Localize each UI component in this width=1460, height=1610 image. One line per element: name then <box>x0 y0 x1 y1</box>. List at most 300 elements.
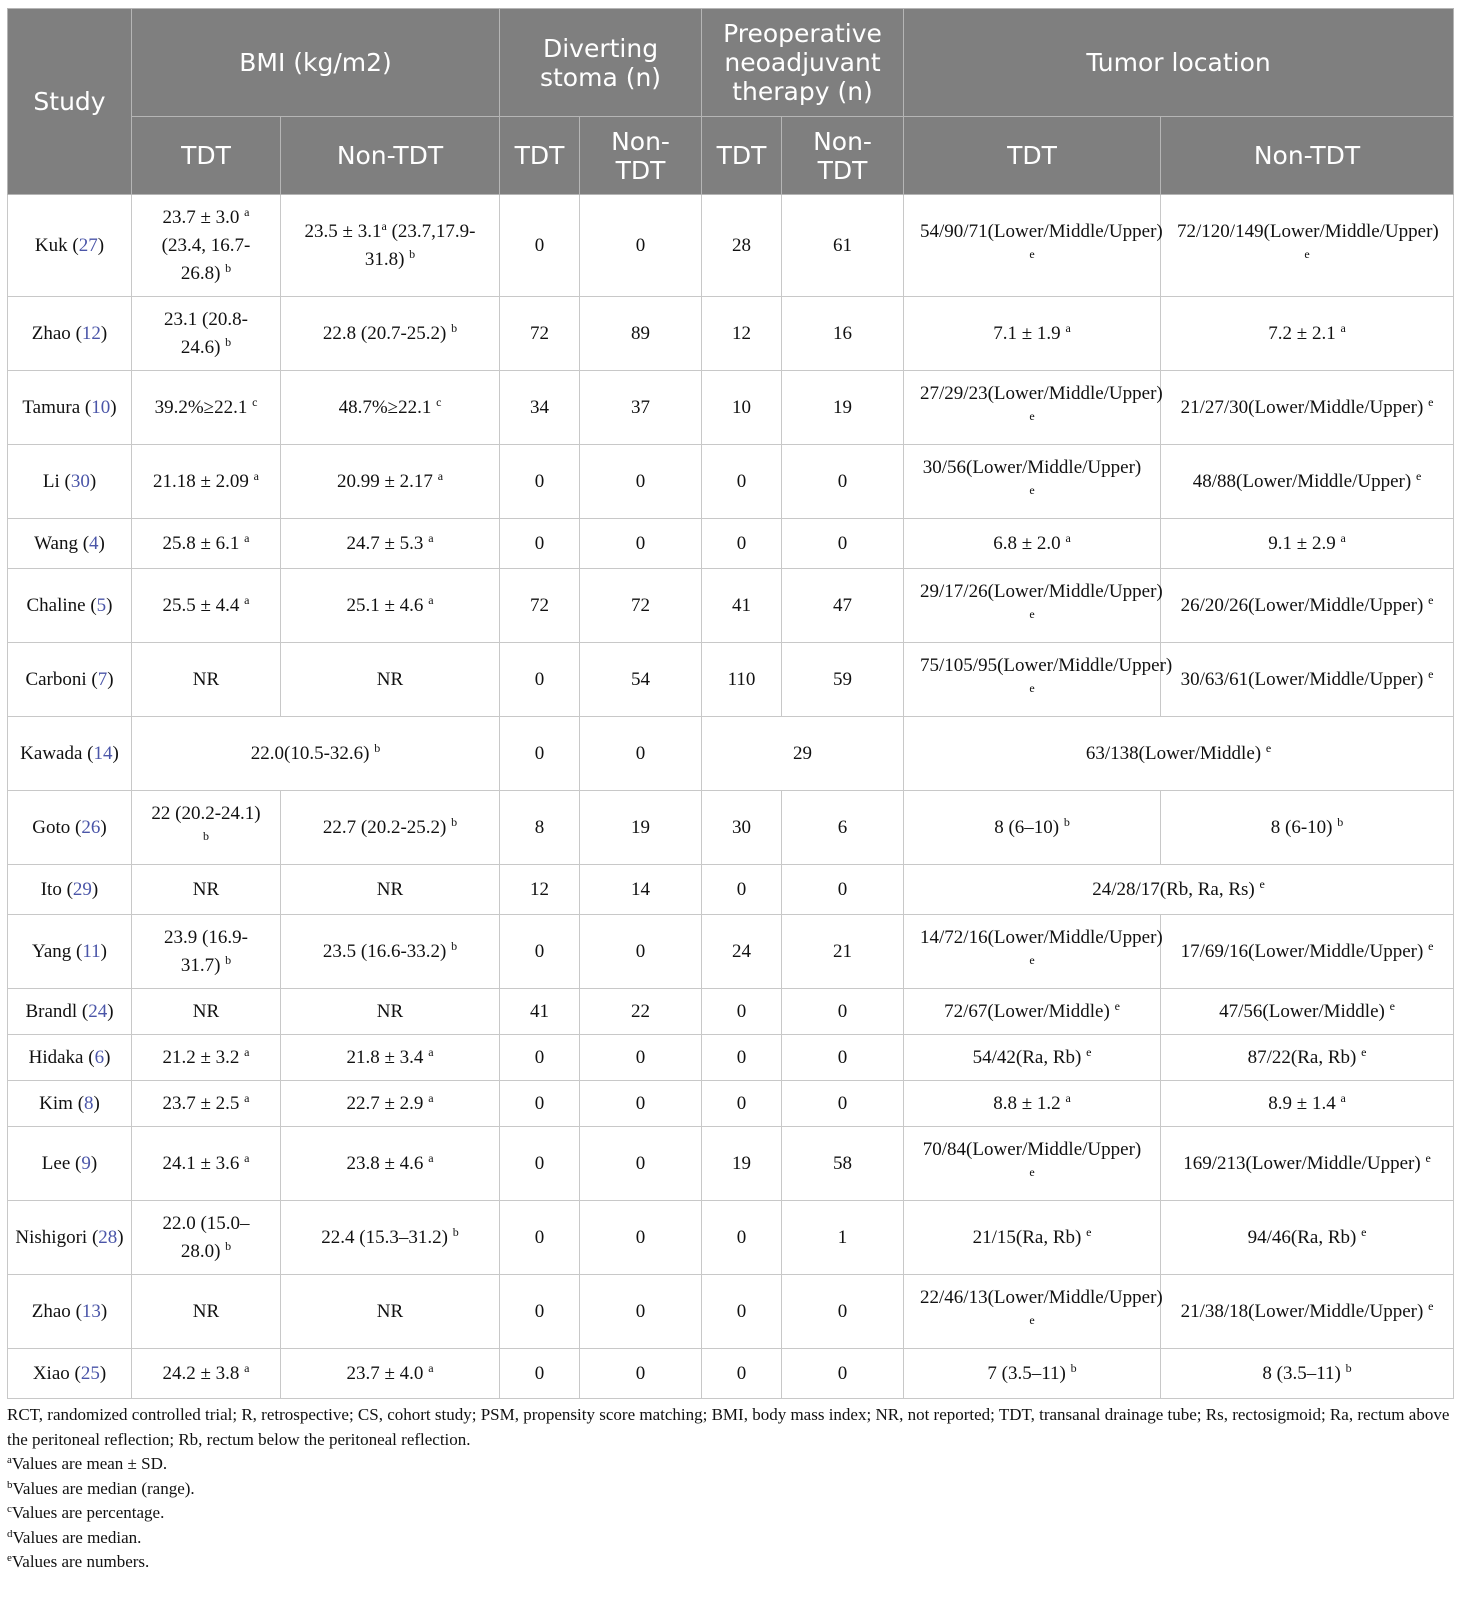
reference-link[interactable]: 13 <box>81 1300 101 1322</box>
table-body <box>8 195 1454 1399</box>
footnote-marker: e <box>1428 394 1434 409</box>
cell-value: 6.8 ± 2.0 <box>993 532 1066 554</box>
footnote-marker: b <box>225 260 232 275</box>
footnote-marker: e <box>1259 876 1265 891</box>
study-cell: Goto (26) <box>8 791 132 865</box>
data-cell <box>702 717 904 791</box>
footnote-marker: b <box>374 740 381 755</box>
reference-link[interactable]: 11 <box>82 940 101 962</box>
data-cell <box>1161 569 1454 643</box>
data-cell <box>904 915 1161 989</box>
data-cell <box>500 1127 580 1201</box>
cell-value: 17/69/16(Lower/Middle/Upper) <box>1180 940 1429 962</box>
cell-value: 7.1 ± 1.9 <box>993 322 1066 344</box>
table-row <box>8 915 1454 989</box>
footnote-marker: e <box>1086 1044 1092 1059</box>
study-name: Nishigori <box>15 1226 88 1248</box>
cell-value: 21.2 ± 3.2 <box>162 1046 245 1068</box>
cell-value: 0 <box>534 1152 545 1174</box>
cell-value: 0 <box>534 1226 545 1248</box>
cell-value: 19 <box>631 816 651 838</box>
cell-value: 0 <box>635 1046 646 1068</box>
cell-value: 14 <box>631 878 651 900</box>
cell-value: NR <box>192 878 220 900</box>
footnote-marker: b <box>452 1224 459 1239</box>
cell-value: 70/84(Lower/Middle/Upper) <box>922 1138 1142 1160</box>
footnote-marker: b <box>225 952 232 967</box>
cell-value: 0 <box>736 532 747 554</box>
footnote-marker: a <box>428 1044 434 1059</box>
data-cell <box>1161 371 1454 445</box>
table-row <box>8 371 1454 445</box>
data-cell <box>904 1035 1161 1081</box>
data-cell <box>281 1349 500 1399</box>
cell-value: 0 <box>534 940 545 962</box>
cell-value: 24.7 ± 5.3 <box>346 532 429 554</box>
cell-value: 22.8 (20.7-25.2) <box>322 322 452 344</box>
data-cell <box>500 1035 580 1081</box>
footnote-marker: e <box>1029 1312 1035 1327</box>
study-cell: Brandl (24) <box>8 989 132 1035</box>
cell-value: 24.1 ± 3.6 <box>162 1152 245 1174</box>
cell-value: NR <box>192 1000 220 1022</box>
cell-value: NR <box>376 878 404 900</box>
data-cell <box>281 1127 500 1201</box>
footnote-item <box>7 1452 1453 1477</box>
study-cell: Carboni (7) <box>8 643 132 717</box>
cell-value: 0 <box>534 1092 545 1114</box>
data-cell <box>1161 445 1454 519</box>
footnote-marker: a <box>1340 320 1346 335</box>
cell-value: 72/120/149(Lower/Middle/Upper) <box>1177 220 1439 242</box>
data-cell <box>580 1127 702 1201</box>
cell-value: 22.0 (15.0–28.0) <box>162 1212 250 1262</box>
cell-value: 0 <box>534 1300 545 1322</box>
cell-value: 110 <box>727 668 756 690</box>
cell-value: 30/63/61(Lower/Middle/Upper) <box>1180 668 1429 690</box>
study-name: Zhao <box>31 322 71 344</box>
cell-value: 54 <box>631 668 651 690</box>
cell-value: 75/105/95(Lower/Middle/Upper) <box>920 654 1173 676</box>
data-cell <box>500 297 580 371</box>
reference-link[interactable]: 29 <box>72 878 92 900</box>
cell-value: NR <box>192 668 220 690</box>
footnote-marker: e <box>1361 1224 1367 1239</box>
study-name: Kim <box>39 1092 73 1114</box>
data-cell <box>281 1081 500 1127</box>
footnote-marker: a <box>244 592 250 607</box>
header-stoma-non-tdt: Non-TDT <box>580 117 702 195</box>
table-row <box>8 1275 1454 1349</box>
cell-value: 22.4 (15.3–31.2) <box>321 1226 453 1248</box>
cell-value: 29/17/26(Lower/Middle/Upper) <box>920 580 1163 602</box>
reference-link[interactable]: 30 <box>70 470 90 492</box>
footnote-item <box>7 1550 1453 1575</box>
table-row <box>8 717 1454 791</box>
data-cell <box>500 643 580 717</box>
data-cell <box>904 1275 1161 1349</box>
study-cell: Kim (8) <box>8 1081 132 1127</box>
cell-value: 0 <box>635 1152 646 1174</box>
cell-value: 28 <box>732 234 752 256</box>
data-cell <box>580 717 702 791</box>
data-cell <box>782 445 904 519</box>
data-cell <box>132 569 281 643</box>
table-container <box>7 8 1453 1575</box>
cell-value: 0 <box>837 532 848 554</box>
cell-value: 23.9 (16.9-31.7) <box>164 926 248 976</box>
data-cell <box>782 915 904 989</box>
footnote-marker: e <box>1029 408 1035 423</box>
footnote-marker: e <box>1428 938 1434 953</box>
cell-value: 0 <box>837 878 848 900</box>
header-tumor-non-tdt: Non-TDT <box>1161 117 1454 195</box>
footnote-marker: e <box>1029 246 1035 261</box>
footnote-mark: d <box>7 1527 13 1540</box>
footnote-marker: b <box>225 1238 232 1253</box>
data-cell <box>500 445 580 519</box>
cell-value: 30 <box>732 816 752 838</box>
data-cell <box>132 1275 281 1349</box>
data-cell <box>580 1081 702 1127</box>
cell-value-extra: (23.4, 16.7-26.8) <box>161 234 251 284</box>
table-row <box>8 1201 1454 1275</box>
data-cell <box>782 195 904 297</box>
data-cell <box>281 297 500 371</box>
reference-link[interactable]: 25 <box>80 1362 100 1384</box>
cell-value: 7.2 ± 2.1 <box>1268 322 1341 344</box>
cell-value: 19 <box>732 1152 752 1174</box>
reference-link[interactable]: 26 <box>81 816 101 838</box>
footnote-item <box>7 1477 1453 1502</box>
data-cell <box>580 569 702 643</box>
footnote-marker: a <box>253 468 259 483</box>
study-cell: Zhao (13) <box>8 1275 132 1349</box>
data-cell <box>782 989 904 1035</box>
cell-value: 41 <box>530 1000 550 1022</box>
reference-link[interactable]: 9 <box>81 1152 91 1174</box>
reference-link[interactable]: 6 <box>94 1046 105 1068</box>
study-name: Hidaka <box>28 1046 84 1068</box>
study-cell: Kawada (14) <box>8 717 132 791</box>
data-cell <box>702 865 782 915</box>
cell-value: 47 <box>833 594 853 616</box>
study-cell: Li (30) <box>8 445 132 519</box>
study-cell: Zhao (12) <box>8 297 132 371</box>
cell-value: NR <box>192 1300 220 1322</box>
study-cell: Ito (29) <box>8 865 132 915</box>
footnote-marker: b <box>451 320 458 335</box>
cell-value: 21/27/30(Lower/Middle/Upper) <box>1180 396 1429 418</box>
cell-value: 0 <box>534 742 545 764</box>
footnote-marker: a <box>428 592 434 607</box>
cell-value: 0 <box>635 1300 646 1322</box>
cell-value: 14/72/16(Lower/Middle/Upper) <box>920 926 1163 948</box>
cell-value: 0 <box>736 470 747 492</box>
data-cell <box>782 643 904 717</box>
data-cell <box>132 915 281 989</box>
footnote-marker: e <box>1304 246 1310 261</box>
cell-value-extra: (23.7,17.9-31.8) <box>364 220 476 270</box>
cell-value: 87/22(Ra, Rb) <box>1247 1046 1362 1068</box>
data-cell <box>500 865 580 915</box>
footnote-text: Values are median (range). <box>12 1478 195 1498</box>
footnote-marker: a <box>244 1044 250 1059</box>
footnote-text: Values are percentage. <box>11 1503 165 1522</box>
footnote-marker: b <box>203 828 209 843</box>
cell-value: 72 <box>631 594 651 616</box>
study-name: Xiao <box>32 1362 70 1384</box>
cell-value: 1 <box>837 1226 848 1248</box>
reference-link[interactable]: 28 <box>98 1226 118 1248</box>
data-cell <box>132 791 281 865</box>
cell-value: 0 <box>837 1046 848 1068</box>
data-cell <box>500 1081 580 1127</box>
reference-link[interactable]: 14 <box>93 742 113 764</box>
cell-value: 21.8 ± 3.4 <box>346 1046 429 1068</box>
data-cell <box>1161 1035 1454 1081</box>
table-row <box>8 569 1454 643</box>
cell-value: NR <box>376 668 404 690</box>
cell-value: 22 <box>631 1000 651 1022</box>
reference-link[interactable]: 27 <box>78 234 98 256</box>
cell-value: 24.2 ± 3.8 <box>162 1362 245 1384</box>
cell-value: 0 <box>837 1362 848 1384</box>
table-row <box>8 865 1454 915</box>
data-cell <box>1161 195 1454 297</box>
data-cell <box>702 1081 782 1127</box>
data-cell <box>281 643 500 717</box>
footnote-marker: a <box>1065 1090 1071 1105</box>
data-cell <box>782 1081 904 1127</box>
data-cell <box>782 1349 904 1399</box>
cell-value: 0 <box>736 1362 747 1384</box>
cell-value: 0 <box>635 1362 646 1384</box>
data-cell <box>702 1127 782 1201</box>
cell-value: 19 <box>833 396 853 418</box>
data-cell <box>782 519 904 569</box>
cell-value: 48.7%≥22.1 <box>338 396 437 418</box>
data-cell <box>132 297 281 371</box>
table-row <box>8 989 1454 1035</box>
cell-value: 26/20/26(Lower/Middle/Upper) <box>1180 594 1429 616</box>
data-cell <box>702 1201 782 1275</box>
footnote-marker: b <box>1063 814 1070 829</box>
data-cell <box>904 1349 1161 1399</box>
header-diverting-stoma: Diverting stoma (n) <box>500 9 702 117</box>
data-cell <box>904 791 1161 865</box>
footnote-mark: c <box>7 1503 12 1515</box>
table-row <box>8 519 1454 569</box>
header-bmi-tdt: TDT <box>132 117 281 195</box>
cell-value: 16 <box>833 322 853 344</box>
footnote-marker: e <box>1428 1298 1434 1313</box>
cell-value: 72 <box>530 594 550 616</box>
cell-value: 29 <box>793 742 813 764</box>
data-cell <box>1161 1127 1454 1201</box>
cell-value: 61 <box>833 234 853 256</box>
data-cell <box>132 865 281 915</box>
study-name: Kawada <box>20 742 83 764</box>
cell-value: 0 <box>736 1092 747 1114</box>
cell-value: 8 (3.5–11) <box>1262 1362 1346 1384</box>
cell-value: 6 <box>837 816 848 838</box>
footnote-marker: a <box>428 1090 434 1105</box>
data-cell <box>1161 1201 1454 1275</box>
footnote-marker: a <box>437 468 444 483</box>
footnote-marker: a <box>1065 530 1071 545</box>
cell-value: 72 <box>530 322 550 344</box>
cell-value: 23.8 ± 4.6 <box>346 1152 429 1174</box>
cell-value: 63/138(Lower/Middle) <box>1085 742 1266 764</box>
data-cell <box>702 1349 782 1399</box>
cell-value: 7 (3.5–11) <box>987 1362 1071 1384</box>
data-cell <box>904 643 1173 717</box>
data-cell <box>702 445 782 519</box>
cell-value: 54/90/71(Lower/Middle/Upper) <box>920 220 1163 242</box>
data-cell <box>132 717 500 791</box>
data-cell <box>500 989 580 1035</box>
study-name: Li <box>42 470 60 492</box>
reference-link[interactable]: 4 <box>89 532 99 554</box>
cell-value: 22/46/13(Lower/Middle/Upper) <box>920 1286 1163 1308</box>
table-row <box>8 445 1454 519</box>
header-tumor-tdt: TDT <box>904 117 1161 195</box>
footnote-marker: e <box>1428 592 1434 607</box>
cell-value: 22.0(10.5-32.6) <box>250 742 375 764</box>
cell-value: 25.5 ± 4.4 <box>162 594 245 616</box>
footnote-text: Values are numbers. <box>11 1552 150 1571</box>
footnote-marker: b <box>225 334 232 349</box>
footnote-marker: a <box>1065 320 1071 335</box>
cell-value: 89 <box>631 322 651 344</box>
data-cell <box>281 371 500 445</box>
data-cell <box>281 989 500 1035</box>
cell-value: 23.7 ± 2.5 <box>162 1092 245 1114</box>
data-cell <box>500 371 580 445</box>
data-cell <box>500 1349 580 1399</box>
footnote-item <box>7 1526 1453 1551</box>
cell-value: 0 <box>635 1226 646 1248</box>
cell-value: 72/67(Lower/Middle) <box>944 1000 1115 1022</box>
footnote-marker: e <box>1361 1044 1367 1059</box>
data-cell <box>702 1035 782 1081</box>
cell-value: 0 <box>736 1300 747 1322</box>
data-cell <box>904 195 1161 297</box>
study-cell: Tamura (10) <box>8 371 132 445</box>
reference-link[interactable]: 7 <box>97 668 108 690</box>
data-cell <box>904 569 1161 643</box>
cell-value: 23.7 ± 4.0 <box>346 1362 429 1384</box>
study-name: Wang <box>34 532 78 554</box>
footnote-marker: b <box>451 814 458 829</box>
cell-value: 58 <box>833 1152 853 1174</box>
data-cell <box>1161 519 1454 569</box>
data-cell <box>904 1201 1161 1275</box>
cell-value: 0 <box>635 742 646 764</box>
cell-value: 12 <box>732 322 752 344</box>
cell-value: 59 <box>833 668 853 690</box>
footnote-marker: a <box>244 1090 250 1105</box>
cell-value: 0 <box>635 234 646 256</box>
study-name: Zhao <box>31 1300 71 1322</box>
cell-value: 25.8 ± 6.1 <box>162 532 245 554</box>
data-cell <box>702 1275 782 1349</box>
cell-value: 0 <box>534 532 545 554</box>
data-cell <box>132 1081 281 1127</box>
footnote-marker: a <box>381 218 387 233</box>
data-cell <box>500 915 580 989</box>
header-bmi-non-tdt: Non-TDT <box>281 117 500 195</box>
data-cell <box>132 195 281 297</box>
footnote-list <box>7 1452 1453 1575</box>
footnote-marker: b <box>451 938 458 953</box>
reference-link[interactable]: 5 <box>96 594 107 616</box>
study-cell: Wang (4) <box>8 519 132 569</box>
data-cell <box>580 1201 702 1275</box>
reference-link[interactable]: 8 <box>84 1092 94 1114</box>
data-cell <box>132 445 281 519</box>
cell-value: 0 <box>635 532 646 554</box>
data-cell <box>132 1127 281 1201</box>
table-row <box>8 1127 1454 1201</box>
table-header <box>8 9 1454 195</box>
table-row <box>8 1081 1454 1127</box>
data-cell <box>281 915 500 989</box>
footnote-marker: a <box>428 1150 434 1165</box>
data-cell <box>782 1201 904 1275</box>
cell-value: 20.99 ± 2.17 <box>337 470 438 492</box>
data-cell <box>782 865 904 915</box>
cell-value: 21.18 ± 2.09 <box>152 470 254 492</box>
data-cell <box>281 791 500 865</box>
data-cell <box>580 865 702 915</box>
header-neo-tdt: TDT <box>702 117 782 195</box>
data-cell <box>500 717 580 791</box>
data-cell <box>281 865 500 915</box>
cell-value: 23.1 (20.8-24.6) <box>164 308 248 358</box>
cell-value: 22.7 ± 2.9 <box>346 1092 429 1114</box>
cell-value: 10 <box>732 396 752 418</box>
cell-value: 21/15(Ra, Rb) <box>972 1226 1087 1248</box>
data-cell <box>580 915 702 989</box>
header-study: Study <box>8 9 132 195</box>
cell-value: 0 <box>837 1300 848 1322</box>
study-name: Goto <box>32 816 71 838</box>
data-cell <box>1161 1081 1454 1127</box>
footnote-marker: a <box>244 530 250 545</box>
reference-link[interactable]: 24 <box>88 1000 108 1022</box>
data-cell <box>1161 297 1454 371</box>
reference-link[interactable]: 12 <box>81 322 101 344</box>
cell-value: 47/56(Lower/Middle) <box>1219 1000 1390 1022</box>
footnote-marker: c <box>252 394 258 409</box>
study-cell: Chaline (5) <box>8 569 132 643</box>
cell-value: 25.1 ± 4.6 <box>346 594 429 616</box>
footnote-marker: a <box>1340 1090 1346 1105</box>
study-cell: Yang (11) <box>8 915 132 989</box>
cell-value: 0 <box>736 878 747 900</box>
cell-value: 0 <box>736 1226 747 1248</box>
table-row <box>8 297 1454 371</box>
table-footnotes <box>7 1399 1453 1575</box>
data-cell <box>580 445 702 519</box>
table-row <box>8 1349 1454 1399</box>
footnote-marker: e <box>1415 468 1422 483</box>
footnote-item <box>7 1501 1453 1526</box>
footnote-mark: b <box>7 1478 13 1491</box>
reference-link[interactable]: 10 <box>91 396 111 418</box>
